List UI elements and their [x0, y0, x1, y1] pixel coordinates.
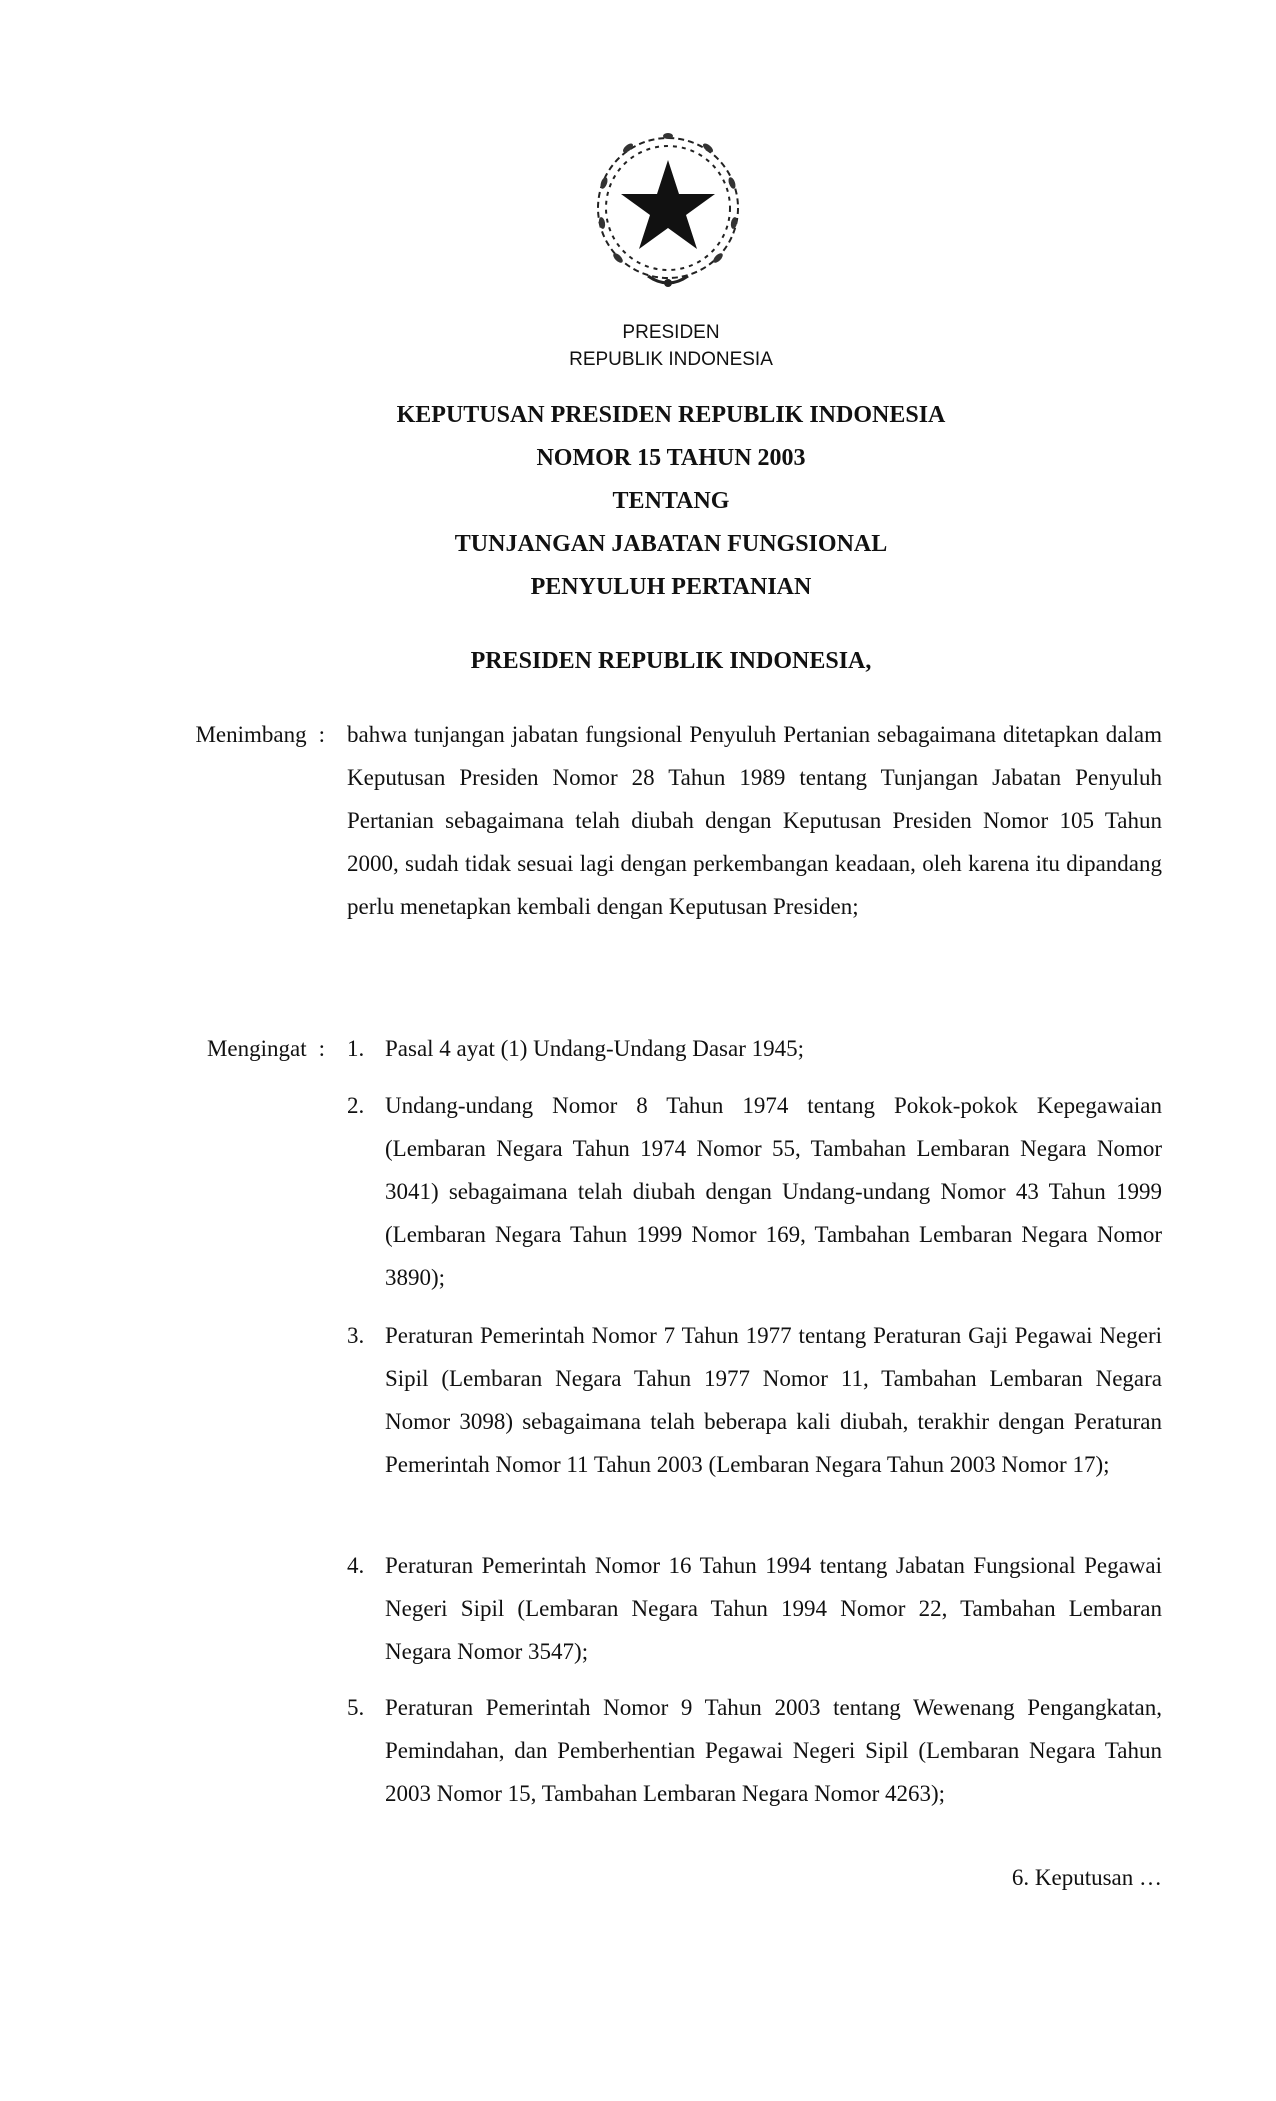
- continuation-reference: 6. Keputusan …: [1011, 1865, 1162, 1890]
- office-line-president: PRESIDEN: [622, 322, 720, 343]
- mengingat-item-3-text: Peraturan Pemerintah Nomor 7 Tahun 1977 tentang Peraturan Gaji Pegawai Negeri Sipil (Lembaran Negara Tahun 1977 Nomor 11, Tambahan Lembaran Negara Nomor 3098) sebagaimana telah beberapa kali diubah, terakhir dengan Peraturan Pemerintah Nomor 11 Tahun 2003 (Lembaran Negara Tahun 2003 Nomor 17);: [385, 1323, 1162, 1477]
- mengingat-item-1-text: Pasal 4 ayat (1) Undang-Undang Dasar 1945;: [385, 1036, 804, 1061]
- decree-tentang: TENTANG: [612, 488, 730, 514]
- mengingat-item-4-text: Peraturan Pemerintah Nomor 16 Tahun 1994 tentang Jabatan Fungsional Pegawai Negeri Sipil (Lembaran Negara Tahun 1994 Nomor 22, Tambahan Lembaran Negara Nomor 3547);: [385, 1553, 1162, 1664]
- mengingat-label: [130, 1036, 325, 1062]
- menimbang-text: bahwa tunjangan jabatan fungsional Penyuluh Pertanian sebagaimana ditetapkan dalam Keputusan Presiden Nomor 28 Tahun 1989 tentang Tunjangan Jabatan Penyuluh Pertanian sebagaimana telah diubah dengan Keputusan Presiden Nomor 105 Tahun 2000, sudah tidak sesuai lagi dengan perkembangan keadaan, oleh karena itu dipandang perlu menetapkan kembali dengan Keputusan Presiden;: [347, 722, 1162, 919]
- office-line-republic: REPUBLIK INDONESIA: [569, 349, 773, 370]
- mengingat-item-5-number: 5.: [347, 1695, 365, 1720]
- mengingat-item-2-number: 2.: [347, 1093, 365, 1118]
- menimbang-label-text: Menimbang: [195, 722, 307, 747]
- garuda-star-emblem-icon: [588, 128, 748, 298]
- decree-subject-line1: TUNJANGAN JABATAN FUNGSIONAL: [454, 531, 888, 557]
- mengingat-label-text: Mengingat: [206, 1036, 307, 1061]
- decree-issuer: PRESIDEN REPUBLIK INDONESIA,: [470, 648, 872, 674]
- mengingat-colon: :: [318, 1036, 325, 1061]
- mengingat-item-5-text: Peraturan Pemerintah Nomor 9 Tahun 2003 tentang Wewenang Pengangkatan, Pemindahan, dan Pemberhentian Pegawai Negeri Sipil (Lembaran Negara Tahun 2003 Nomor 15, Tambahan Lembaran Negara Nomor 4263);: [385, 1695, 1162, 1806]
- mengingat-item-3-number: 3.: [347, 1323, 365, 1348]
- mengingat-item-2-text: Undang-undang Nomor 8 Tahun 1974 tentang Pokok-pokok Kepegawaian (Lembaran Negara Tahun 1974 Nomor 55, Tambahan Lembaran Negara Nomor 3041) sebagaimana telah diubah dengan Undang-undang Nomor 43 Tahun 1999 (Lembaran Negara Tahun 1999 Nomor 169, Tambahan Lembaran Negara Nomor 3890);: [385, 1093, 1162, 1290]
- mengingat-item-4-number: 4.: [347, 1553, 365, 1578]
- menimbang-label: [130, 722, 325, 748]
- decree-subject-line2: PENYULUH PERTANIAN: [530, 574, 812, 600]
- menimbang-colon: :: [318, 722, 325, 747]
- decree-title: KEPUTUSAN PRESIDEN REPUBLIK INDONESIA: [396, 402, 946, 428]
- mengingat-item-1-number: 1.: [347, 1036, 365, 1061]
- decree-number: NOMOR 15 TAHUN 2003: [536, 445, 806, 471]
